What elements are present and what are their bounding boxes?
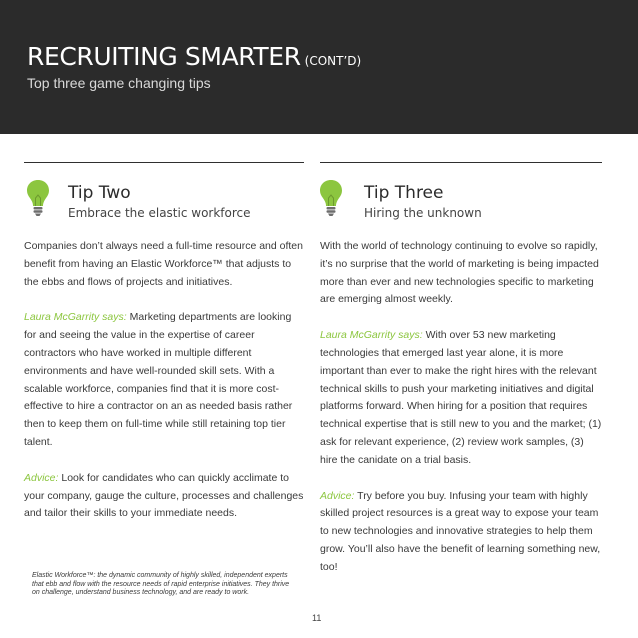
footnote: Elastic Workforce™: the dynamic community of highly skilled, independent experts that ebb and flow with the resource needs of rapid enterprise initiatives. They thrive on challenge, understand business technology, and are ready to work. <box>32 572 290 597</box>
advice-text: Try before you buy. Infusing your team with highly skilled project resources is a great way to expose your team to new technologies and innovative strategies to help them grow. You’ll also have the benefit of learning something new, too! <box>320 489 601 573</box>
tip-two-paragraph: Companies don’t always need a full-time resource and often benefit from having an Elastic Workforce™ that adjusts to the ebbs and flows of projects and initiatives. <box>24 240 303 288</box>
advice-label: Advice: <box>320 489 355 502</box>
tip-two-title: Tip Two <box>68 183 131 203</box>
tip-three-advice <box>320 488 602 577</box>
divider <box>320 162 602 163</box>
advice-label: Advice: <box>24 471 59 484</box>
tip-three-title: Tip Three <box>364 183 444 203</box>
page-title: RECRUITING SMARTER <box>27 42 301 71</box>
tip-two-body <box>24 238 304 541</box>
quote-text: With over 53 new marketing technologies that emerged last year alone, it is more important than ever to make the right hires with the relevant technical skills to push your marketing initiatives and digital platforms forward. When hiring for a position that requires technical expertise that is still new to you and the market; (1) ask for relevant experience, (2) review work samples, (3) hire the canidate on a trial basis. <box>320 329 602 466</box>
title-row <box>27 42 361 71</box>
tip-two-advice <box>24 470 304 523</box>
advice-text: Look for candidates who can quickly acclimate to your company, gauge the culture, processes and challenges and tailor their skills to your immediate needs. <box>24 471 304 520</box>
quote-label: Laura McGarrity says: <box>320 329 423 342</box>
divider <box>24 162 304 163</box>
page-number: 11 <box>312 613 322 623</box>
page-subtitle: Top three game changing tips <box>27 75 211 91</box>
tip-three-body <box>320 238 602 595</box>
quote-label: Laura McGarrity says: <box>24 311 127 324</box>
tip-three-quote <box>320 327 602 469</box>
lightbulb-icon <box>319 179 343 217</box>
tip-two-quote <box>24 309 304 451</box>
tip-three-column <box>320 162 602 573</box>
tip-three-paragraph: With the world of technology continuing to evolve so rapidly, it’s no surprise that the world of marketing is being impacted more than ever and new technologies specific to marketing are emerging almost weekly. <box>320 240 599 306</box>
tip-two-column <box>24 162 304 597</box>
page-title-suffix: (CONT’D) <box>304 54 362 68</box>
quote-text: Marketing departments are looking for and seeing the value in the expertise of career contractors who have worked in multiple different environments and have well-rounded skill sets. With a scalable workforce, companies find that it is more cost-effective to hire a contractor on an as needed basis rather then to keep them on full-time while still retaining top tier talent. <box>24 311 293 448</box>
lightbulb-icon <box>26 179 50 217</box>
page-header <box>0 0 638 134</box>
tip-two-subtitle: Embrace the elastic workforce <box>68 206 251 220</box>
tip-three-subtitle: Hiring the unknown <box>364 206 482 220</box>
